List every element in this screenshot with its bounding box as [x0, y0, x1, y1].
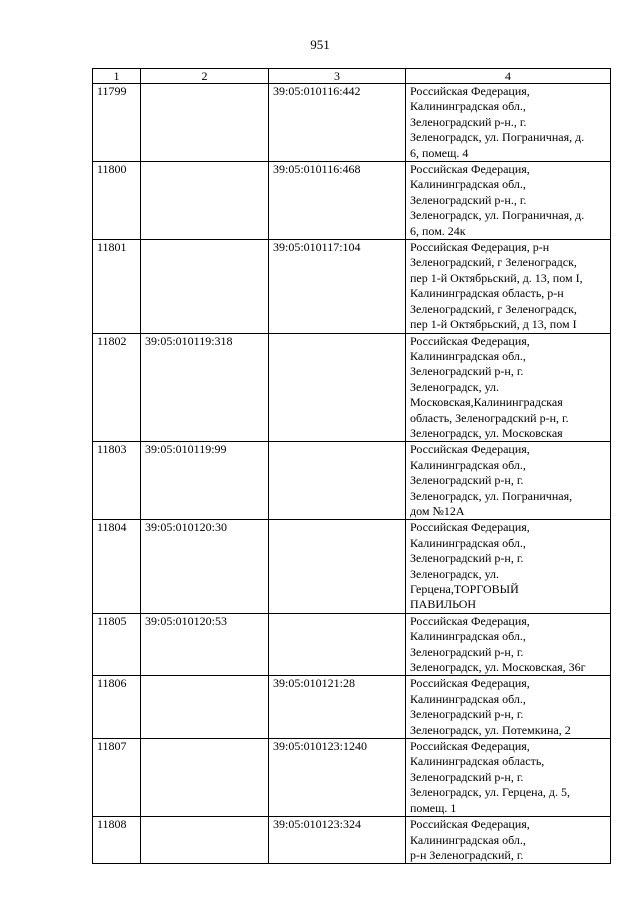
row-number: 11803	[93, 442, 141, 520]
table-row	[93, 84, 611, 162]
cadastral-number-col3: 39:05:010117:104	[269, 240, 406, 333]
header-row	[93, 69, 611, 84]
table-row	[93, 442, 611, 520]
address: Российская Федерация, Калининградская обл., Зеленоградский р-н, г. Зеленоградск, ул. Потемкина, 2	[406, 676, 611, 739]
row-number: 11800	[93, 162, 141, 240]
address: Российская Федерация, Калининградская обл., Зеленоградский р-н., г. Зеленоградск, ул. Пограничная, д. 6, пом. 24к	[406, 162, 611, 240]
cadastral-number-col2	[141, 84, 269, 162]
row-number: 11808	[93, 817, 141, 864]
table-row	[93, 520, 611, 613]
cadastral-number-col3: 39:05:010123:324	[269, 817, 406, 864]
cadastral-number-col3: 39:05:010121:28	[269, 676, 406, 739]
row-number: 11801	[93, 240, 141, 333]
cadastral-number-col3	[269, 613, 406, 676]
row-number: 11805	[93, 613, 141, 676]
address: Российская Федерация, Калининградская область, Зеленоградский р-н, г. Зеленоградск, ул. Герцена, д. 5, помещ. 1	[406, 739, 611, 817]
table-row	[93, 240, 611, 333]
column-header-3: 3	[269, 69, 406, 84]
cadastral-number-col2	[141, 162, 269, 240]
cadastral-number-col2: 39:05:010120:30	[141, 520, 269, 613]
cadastral-number-col3	[269, 333, 406, 442]
column-header-1: 1	[93, 69, 141, 84]
cadastral-number-col2	[141, 240, 269, 333]
cadastral-number-col2: 39:05:010119:318	[141, 333, 269, 442]
column-header-4: 4	[406, 69, 611, 84]
table-row	[93, 333, 611, 442]
cadastral-number-col3: 39:05:010116:468	[269, 162, 406, 240]
row-number: 11804	[93, 520, 141, 613]
table-row	[93, 162, 611, 240]
cadastral-number-col3	[269, 520, 406, 613]
column-header-2: 2	[141, 69, 269, 84]
row-number: 11799	[93, 84, 141, 162]
cadastral-number-col3	[269, 442, 406, 520]
cadastral-number-col2: 39:05:010120:53	[141, 613, 269, 676]
registry-table	[92, 68, 611, 864]
row-number: 11802	[93, 333, 141, 442]
address: Российская Федерация, р-н Зеленоградский, г Зеленоградск, пер 1-й Октябрьский, д. 13, пом I, Калининградская область, р-н Зеленоградский, г Зеленоградск, пер 1-й Октябрьский, д 13, пом I	[406, 240, 611, 333]
address: Российская Федерация, Калининградская обл., Зеленоградский р-н, г. Зеленоградск, ул. Герцена,ТОРГОВЫЙ ПАВИЛЬОН	[406, 520, 611, 613]
cadastral-number-col2	[141, 739, 269, 817]
table-row	[93, 613, 611, 676]
cadastral-number-col2: 39:05:010119:99	[141, 442, 269, 520]
row-number: 11806	[93, 676, 141, 739]
cadastral-number-col2	[141, 817, 269, 864]
address: Российская Федерация, Калининградская обл., Зеленоградский р-н., г. Зеленоградск, ул. Пограничная, д. 6, помещ. 4	[406, 84, 611, 162]
row-number: 11807	[93, 739, 141, 817]
table-row	[93, 739, 611, 817]
cadastral-number-col3: 39:05:010116:442	[269, 84, 406, 162]
cadastral-number-col3: 39:05:010123:1240	[269, 739, 406, 817]
address: Российская Федерация, Калининградская обл., Зеленоградский р-н, г. Зеленоградск, ул. Московская, 36г	[406, 613, 611, 676]
table-row	[93, 817, 611, 864]
address: Российская Федерация, Калининградская обл., Зеленоградский р-н, г. Зеленоградск, ул. Пограничная, дом №12А	[406, 442, 611, 520]
table-row	[93, 676, 611, 739]
address: Российская Федерация, Калининградская обл., р-н Зеленоградский, г.	[406, 817, 611, 864]
address: Российская Федерация, Калининградская обл., Зеленоградский р-н, г. Зеленоградск, ул. Московская,Калининградская область, Зеленоградский р-н, г. Зеленоградск, ул. Московская	[406, 333, 611, 442]
cadastral-number-col2	[141, 676, 269, 739]
page-number: 951	[310, 37, 330, 52]
